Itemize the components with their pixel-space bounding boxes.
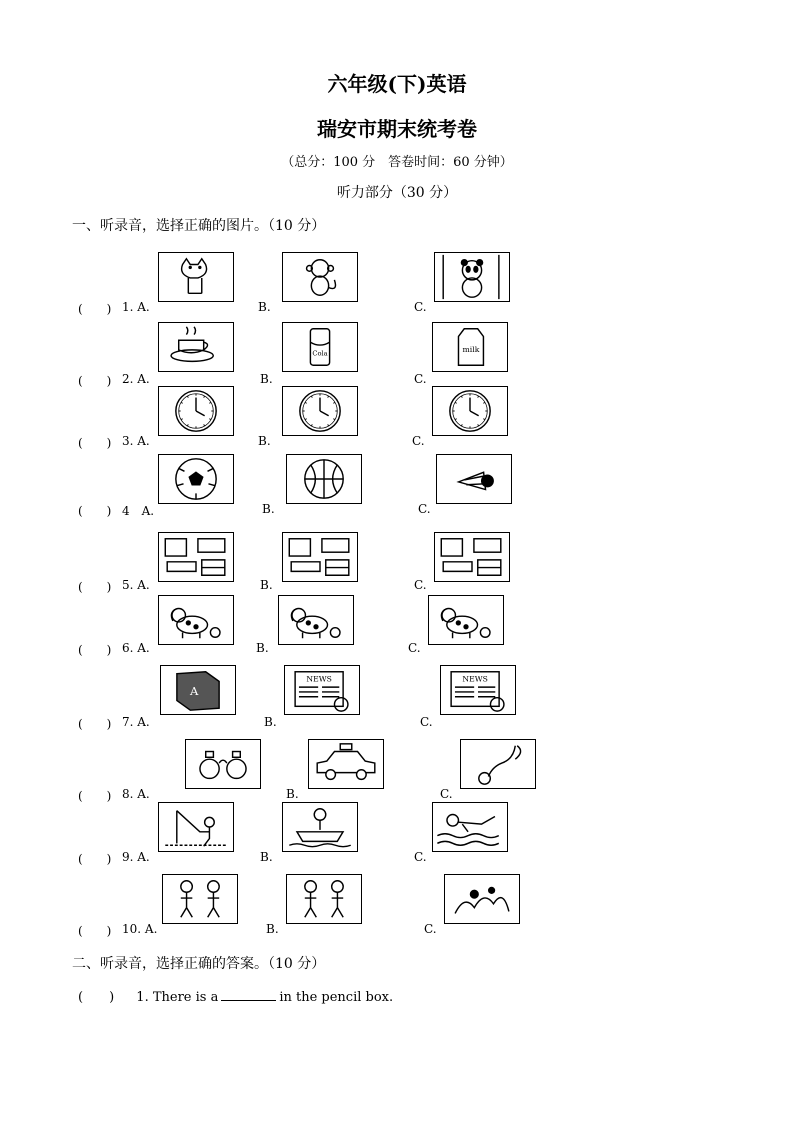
boat-icon[interactable] <box>282 802 358 852</box>
question-row <box>0 800 794 870</box>
leaves-icon[interactable] <box>444 874 520 924</box>
answer-paren[interactable]: ( ) <box>78 436 112 450</box>
swimming-icon[interactable] <box>432 802 508 852</box>
planting-icon[interactable] <box>162 874 238 924</box>
taxi-icon[interactable] <box>308 739 384 789</box>
svg-text:Cola: Cola <box>312 349 328 358</box>
question-number-option-a: 4 A. <box>122 504 155 518</box>
question-row <box>0 530 794 600</box>
option-b-label: B. <box>262 502 275 516</box>
option-c-label: C. <box>414 300 427 314</box>
answer-paren[interactable]: ( ) <box>78 789 112 803</box>
cola-can-icon[interactable] <box>282 322 358 372</box>
option-b-label: B. <box>264 715 277 729</box>
question-row <box>0 737 794 807</box>
option-c-label: C. <box>440 787 453 801</box>
page-subtitle: 瑞安市期末统考卷 <box>317 117 477 141</box>
option-c-label: C. <box>418 502 431 516</box>
option-b-label: B. <box>260 850 273 864</box>
section1-heading: 一、听录音，选择正确的图片。（10 分） <box>72 218 326 234</box>
exam-info: （总分：100 分 答卷时间：60 分钟） <box>281 155 513 170</box>
dog-ball-icon[interactable] <box>158 595 234 645</box>
question-number-option-a: 10. A. <box>122 922 158 936</box>
answer-paren[interactable]: ( ) <box>78 643 112 657</box>
question-number-option-a: 3. A. <box>122 434 150 448</box>
basketball-icon[interactable] <box>286 454 362 504</box>
question-number-option-a: 9. A. <box>122 850 150 864</box>
fishing-icon[interactable] <box>158 802 234 852</box>
question-number-option-a: 7. A. <box>122 715 150 729</box>
question-row <box>0 452 794 522</box>
dog-sleeping-icon[interactable] <box>278 595 354 645</box>
question-row <box>0 320 794 390</box>
question-row <box>0 250 794 320</box>
option-c-label: C. <box>412 434 425 448</box>
book-icon[interactable] <box>160 665 236 715</box>
milk-carton-icon[interactable] <box>432 322 508 372</box>
svg-text:NEWS: NEWS <box>462 674 488 684</box>
option-b-label: B. <box>260 372 273 386</box>
option-b-label: B. <box>260 578 273 592</box>
svg-text:A: A <box>189 683 199 698</box>
dog-sitting-icon[interactable] <box>428 595 504 645</box>
bedroom-icon[interactable] <box>158 532 234 582</box>
option-c-label: C. <box>414 850 427 864</box>
option-c-label: C. <box>408 641 421 655</box>
answer-paren[interactable]: ( ) <box>78 504 112 518</box>
svg-text:milk: milk <box>462 344 480 354</box>
question-text-before: 1. There is a <box>136 990 219 1005</box>
option-b-label: B. <box>286 787 299 801</box>
cat-icon[interactable] <box>158 252 234 302</box>
clock-icon[interactable] <box>158 386 234 436</box>
question-text-after: in the pencil box. <box>279 990 394 1005</box>
option-c-label: C. <box>414 372 427 386</box>
handcuffs-icon[interactable] <box>185 739 261 789</box>
option-c-label: C. <box>420 715 433 729</box>
svg-text:NEWS: NEWS <box>306 674 332 684</box>
answer-paren[interactable]: ( ) <box>78 580 112 594</box>
option-b-label: B. <box>256 641 269 655</box>
coffee-cup-icon[interactable] <box>158 322 234 372</box>
section2-question-1 <box>78 986 393 1005</box>
question-row <box>0 384 794 454</box>
answer-paren[interactable]: ( ) <box>78 924 112 938</box>
question-row <box>0 872 794 942</box>
question-number-option-a: 2. A. <box>122 372 150 386</box>
clock-icon[interactable] <box>432 386 508 436</box>
question-number-option-a: 5. A. <box>122 578 150 592</box>
monkey-icon[interactable] <box>282 252 358 302</box>
answer-paren[interactable]: ( ) <box>78 852 112 866</box>
option-b-label: B. <box>266 922 279 936</box>
news-paper-icon[interactable] <box>440 665 516 715</box>
stethoscope-icon[interactable] <box>460 739 536 789</box>
children-icon[interactable] <box>286 874 362 924</box>
clock-icon[interactable] <box>282 386 358 436</box>
kitchen-icon[interactable] <box>434 532 510 582</box>
option-c-label: C. <box>414 578 427 592</box>
question-row <box>0 663 794 733</box>
part-heading: 听力部分（30 分） <box>336 185 458 201</box>
question-number-option-a: 1. A. <box>122 300 150 314</box>
question-row <box>0 593 794 663</box>
panda-icon[interactable] <box>434 252 510 302</box>
answer-paren[interactable]: ( ) <box>78 990 115 1005</box>
option-b-label: B. <box>258 300 271 314</box>
option-c-label: C. <box>424 922 437 936</box>
question-number-option-a: 6. A. <box>122 641 150 655</box>
answer-blank[interactable] <box>221 1000 276 1001</box>
option-b-label: B. <box>258 434 271 448</box>
answer-paren[interactable]: ( ) <box>78 374 112 388</box>
living-room-icon[interactable] <box>282 532 358 582</box>
section2-heading: 二、听录音，选择正确的答案。（10 分） <box>72 956 326 972</box>
shuttlecock-icon[interactable] <box>436 454 512 504</box>
page-title: 六年级(下)英语 <box>327 72 467 96</box>
football-icon[interactable] <box>158 454 234 504</box>
answer-paren[interactable]: ( ) <box>78 302 112 316</box>
answer-paren[interactable]: ( ) <box>78 717 112 731</box>
newspaper-icon[interactable] <box>284 665 360 715</box>
question-number-option-a: 8. A. <box>122 787 150 801</box>
